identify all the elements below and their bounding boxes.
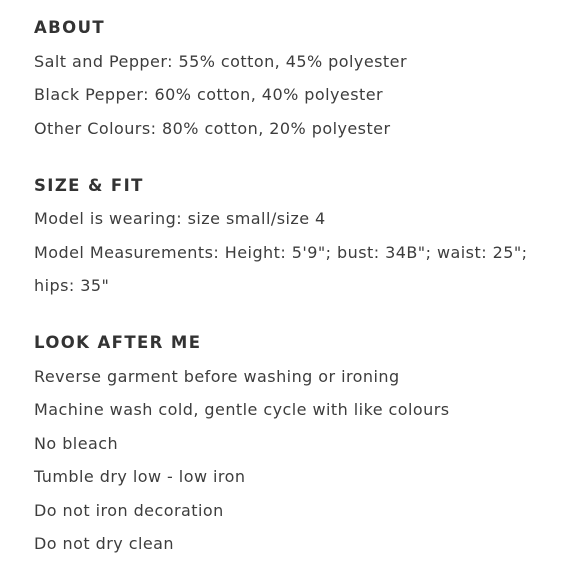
size-fit-section	[34, 174, 564, 299]
care-section	[34, 331, 564, 556]
product-details	[34, 16, 564, 566]
care-heading: LOOK AFTER ME	[34, 333, 202, 352]
about-line-black-pepper: Black Pepper: 60% cotton, 40% polyester	[34, 85, 384, 104]
about-line-salt-and-pepper: Salt and Pepper: 55% cotton, 45% polyester	[34, 51, 407, 71]
care-line-reverse-garment: Reverse garment before washing or ironing	[34, 366, 400, 386]
size-fit-line-measurements: Model Measurements: Height: 5'9"; bust: 34B"; waist: 25";	[34, 242, 528, 262]
size-fit-line-hips: hips: 35"	[34, 276, 110, 295]
about-heading: ABOUT	[34, 18, 106, 37]
about-line-other-colours: Other Colours: 80% cotton, 20% polyester	[34, 118, 391, 138]
care-line-no-bleach: No bleach	[34, 433, 119, 453]
size-fit-heading: SIZE & FIT	[34, 175, 144, 195]
care-line-tumble-dry: Tumble dry low - low iron	[34, 467, 246, 486]
care-line-no-dry-clean: Do not dry clean	[34, 534, 175, 553]
care-line-machine-wash: Machine wash cold, gentle cycle with like colours	[34, 400, 450, 419]
care-line-no-iron-decoration: Do not iron decoration	[34, 500, 224, 520]
size-fit-line-model-size: Model is wearing: size small/size 4	[34, 209, 326, 228]
about-section	[34, 16, 564, 141]
